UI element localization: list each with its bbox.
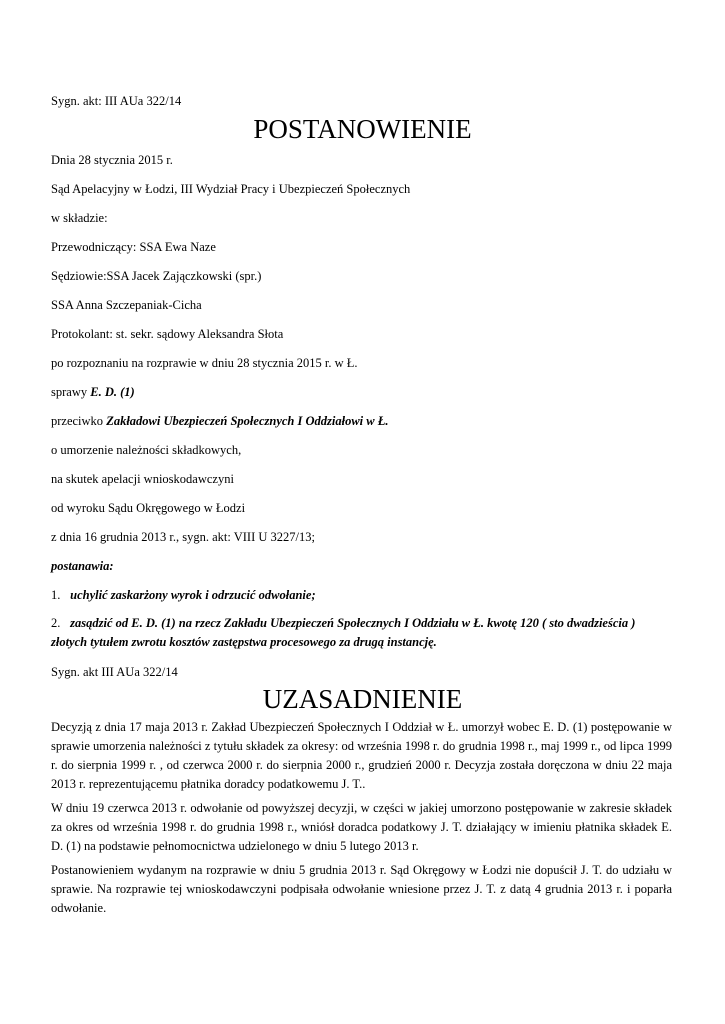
- justification-paragraph: Decyzją z dnia 17 maja 2013 r. Zakład Ubezpieczeń Społecznych I Oddział w Ł. umorzył wobec E. D. (1) postępowanie w sprawie umorzenia należności z tytułu składek za okresy: od września 1998 r. do grudnia 1998 r., maj 1999 r., od lipca 1999 r. do sierpnia 1999 r. , od czerwca 2000 r. do sierpnia 2000 r., grudzień 2000 r. Decyzja została doręczona w dniu 22 maja 2013 r. reprezentującemu płatnika doradcy podatkowemu J. T..: [51, 720, 672, 791]
- decision-text: zasądzić od E. D. (1) na rzecz Zakładu Ubezpieczeń Społecznych I Oddziału w Ł. kwotę 120 ( sto dwadzieścia ) złotych tytułem zwrotu kosztów zastępstwa procesowego za drugą instancję.: [51, 616, 636, 649]
- judgment-line: od wyroku Sądu Okręgowego w Łodzi: [51, 501, 246, 515]
- case-prefix: sprawy: [51, 385, 91, 399]
- decision-text: uchylić zaskarżony wyrok i odrzucić odwołanie;: [67, 588, 316, 602]
- court-line: Sąd Apelacyjny w Łodzi, III Wydział Pracy i Ubezpieczeń Społecznych: [51, 182, 411, 196]
- against-party: Zakładowi Ubezpieczeń Społecznych I Oddziałowi w Ł.: [106, 414, 389, 428]
- subject-line: o umorzenie należności składkowych,: [51, 443, 242, 457]
- justification-title: UZASADNIENIE: [262, 684, 463, 714]
- judgment-date-line: z dnia 16 grudnia 2013 r., sygn. akt: VIII U 3227/13;: [51, 530, 315, 544]
- case-party: E. D. (1): [90, 385, 135, 399]
- date-line: Dnia 28 stycznia 2015 r.: [51, 153, 173, 167]
- case-number-bottom: Sygn. akt III AUa 322/14: [51, 665, 178, 679]
- clerk-line: Protokolant: st. sekr. sądowy Aleksandra Słota: [51, 327, 284, 341]
- justification-paragraph: W dniu 19 czerwca 2013 r. odwołanie od powyższej decyzji, w części w jakiej umorzono postępowanie w zakresie składek za okres od września 1998 r. do grudnia 1998 r., wniósł doradca podatkowy J. T. działający w imieniu płatnika składek E. D. (1) na podstawie pełnomocnictwa udzielonego w dniu 5 lutego 2013 r.: [51, 801, 672, 853]
- composition-label: w składzie:: [51, 211, 108, 225]
- decision-item: [51, 587, 316, 603]
- judges-line-1: Sędziowie:SSA Jacek Zajączkowski (spr.): [51, 269, 262, 283]
- against-prefix: przeciwko: [51, 414, 107, 428]
- justification-paragraph: Postanowieniem wydanym na rozprawie w dniu 5 grudnia 2013 r. Sąd Okręgowy w Łodzi nie dopuścił J. T. do udziału w sprawie. Na rozprawie tej wnioskodawczyni podpisała odwołanie wniesione przez J. T. z datą 4 grudnia 2013 r. i poparła odwołanie.: [51, 863, 672, 915]
- decides-label: postanawia:: [51, 559, 114, 573]
- decision-item: [51, 614, 674, 652]
- case-number-top: Sygn. akt: III AUa 322/14: [51, 94, 182, 108]
- page-title: POSTANOWIENIE: [253, 114, 472, 144]
- hearing-line: po rozpoznaniu na rozprawie w dniu 28 stycznia 2015 r. w Ł.: [51, 356, 358, 370]
- case-party-line: [51, 384, 135, 400]
- decision-number: 1.: [51, 588, 61, 602]
- appeal-line: na skutek apelacji wnioskodawczyni: [51, 472, 234, 486]
- decision-number: 2.: [51, 616, 61, 630]
- judges-line-2: SSA Anna Szczepaniak-Cicha: [51, 298, 202, 312]
- against-line: [51, 413, 388, 429]
- presiding-judge: Przewodniczący: SSA Ewa Naze: [51, 240, 216, 254]
